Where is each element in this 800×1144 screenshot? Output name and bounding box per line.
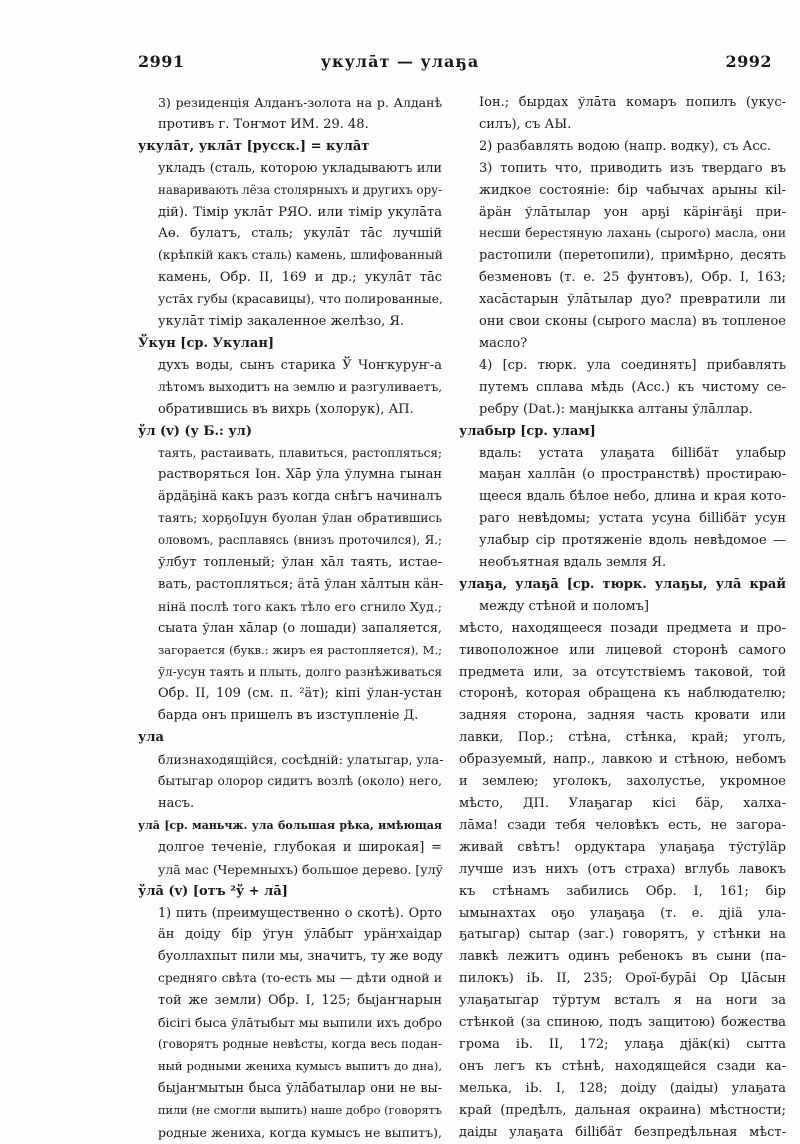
text-line: таять; хорҕоІџун буолан ўлан обратившись <box>158 511 442 526</box>
text-line: предмета или, за отсутствіемъ таковой, той <box>459 664 786 680</box>
text-line: тивоположное или лицевой сторонѣ самого <box>459 642 786 658</box>
left-column <box>138 92 444 1140</box>
text-line: загорается (букв.: жиръ ея растопляется), М.; <box>158 642 442 657</box>
text-line: 3) резиденція Алданъ-золота на р. Алданѣ <box>158 95 442 110</box>
text-line: стѣнкой (за спиною, подъ защитою) божества <box>459 1015 786 1031</box>
text-line: сыата ўлан хāлар (о лошади) запаляется, <box>158 620 442 636</box>
text-line: живай свѣтъ! ордуктара улаҕаҕа тўстўläр <box>459 839 786 855</box>
text-line: таять, растаивать, плавиться, растопляться; <box>158 445 442 460</box>
text-line: оловомъ, расплавясь (внизъ проточился), Я.; <box>158 533 442 548</box>
text-line: насъ. <box>158 796 195 811</box>
text-line: обратившись въ вихрь (холорук), АП. <box>158 401 414 417</box>
text-line: мелька, іЬ. I, 128; доіду (даіды) улаҕата <box>459 1080 786 1096</box>
page-number-right: 2992 <box>725 52 772 71</box>
text-line: буоллахпыт пили мы, значитъ, ту же воду <box>158 949 443 965</box>
text-line: противъ г. Тоҥмот ИМ. 29. 48. <box>158 116 369 132</box>
text-line: бытыгар олорор сидитъ возлѣ (около) него, <box>158 774 442 789</box>
text-line: и землею; уголокъ, захолустье, укромное <box>459 774 786 790</box>
text-line: улаҕатыгар тўртум всталъ я на ноги за <box>459 993 786 1009</box>
text-line: (говорятъ родные невѣсты, когда весь подан- <box>158 1036 442 1051</box>
text-line: укулāт тімір закаленное желѣзо, Я. <box>158 314 405 330</box>
text-line: ўл-усун таять и плыть, долго разнѣживаться <box>158 664 443 679</box>
text-line: они свои сконы (сырого масла) въ топленое <box>479 314 786 330</box>
text-line: Аө. булатъ, сталь; укулāт тāс лучшій <box>158 226 442 242</box>
text-line: 4) [ср. тюрк. ула соединять] прибавлять <box>479 357 786 373</box>
text-line: лавкѣ лежитъ одинъ ребенокъ въ сыни (па- <box>459 949 786 965</box>
text-line: той же земли) Обр. I, 125; быјаҥнарын <box>158 993 442 1009</box>
text-line: несши берестяную лахань (сырого) масла, они <box>479 226 786 241</box>
right-column <box>459 92 786 1140</box>
text-line: средняго свѣта (то-есть мы — дѣти одной и <box>158 971 442 986</box>
text-line: быјаҥмытын быса ўлāбатылар они не вы- <box>158 1080 442 1096</box>
text-line: улабыр сір протяженіе вдоль невѣдомое — <box>479 533 786 549</box>
text-line: между стѣной и поломъ] <box>479 598 649 614</box>
text-line: лавки, Пор.; стѣна, стѣнка, край; уголъ, <box>459 730 786 746</box>
text-line: пилокъ) іЬ. II, 235; Орої-бурāі Ор Џāсын <box>459 971 786 987</box>
text-line: духъ воды, сынъ старика Ў Чоҥкуруҥ-а <box>158 357 442 373</box>
text-line: ребру (Dat.): манјыкка алтаны ўлāллар. <box>479 401 753 417</box>
text-line: мѣсто, находящееся позади предмета и про- <box>459 620 786 636</box>
text-line: улабыр [ср. улам] <box>459 423 596 439</box>
text-line: ўл (v) (у Б.: ул) <box>138 423 252 439</box>
text-line: улā мас (Черемныхъ) большое дерево. [улў <box>158 861 443 877</box>
text-line: образуемый, напр., лавкою и стѣною, небомъ <box>459 752 786 768</box>
text-line: силъ), съ АЫ. <box>479 116 572 132</box>
text-line: барда онъ пришелъ въ изступленіе Д. <box>158 708 419 724</box>
text-line: бісігі быса ўлāтыбыт мы выпили ихъ добро <box>158 1015 443 1031</box>
text-line: масло? <box>479 335 528 351</box>
text-line: ымынахтах оҕо улаҕаҕа (т. е. дјіä ула- <box>459 905 786 921</box>
text-line: маҕан халлāн (о пространствѣ) простираю- <box>479 467 786 483</box>
text-line: нінä послѣ того какъ тѣло его сгнило Худ.; <box>158 598 442 614</box>
text-line: äрдäҕінä какъ разъ когда снѣгъ начиналъ <box>158 489 442 505</box>
text-line: камень, Обр. II, 169 и др.; укулāт тāс <box>158 270 442 286</box>
text-line: задняя сторона, задняя часть кровати или <box>459 708 786 724</box>
text-line: сторонѣ, которая обращена къ наблюдателю; <box>459 686 786 702</box>
text-line: улаҕа, улаҕā [ср. тюрк. улаҕы, улā край <box>459 576 786 592</box>
text-line: ҕатыгар) сытар (заг.) говорятъ, у стѣнки на <box>459 927 786 943</box>
text-line: растопили (перетопили), примѣрно, десять <box>479 248 786 264</box>
text-line: онъ легъ къ стѣнѣ, находящейся сзади ка- <box>459 1058 786 1074</box>
text-line: мѣсто, ДП. Улаҕагар кісі бäр, халха- <box>459 796 786 811</box>
text-line: лāма! сзади тебя человѣкъ есть, не загора- <box>459 817 786 833</box>
text-line: лѣтомъ выходитъ на землю и разгуливаетъ, <box>158 379 443 394</box>
page-number-left: 2991 <box>138 52 185 71</box>
text-line: необъятная вдаль земля Я. <box>479 555 667 571</box>
text-line: Іон.; бырдах ўлāта комаръ попилъ (укус- <box>479 95 786 110</box>
text-line: (крѣпкій какъ сталь) камень, шлифованный <box>158 248 443 263</box>
text-line: Обр. II, 109 (см. п. ²äт); кіпі ўлан-устан <box>158 686 442 702</box>
text-line: даіды улаҕата біllібäт безпредѣльная мѣст- <box>459 1124 786 1140</box>
text-line: Ўкун [ср. Укулан] <box>138 335 275 351</box>
text-line: путемъ сплава мѣдь (Асс.) къ чистому се- <box>479 379 786 395</box>
text-line: ўлā (v) [отъ ²ў + лā] <box>138 883 288 899</box>
text-line: пили (не смогли выпить) наше добро (говорятъ <box>158 1103 442 1117</box>
text-line: улā [ср. маньчж. ула большая рѣка, имѣющая <box>138 818 442 832</box>
text-line: безменовъ (т. е. 25 фунтовъ), Обр. I, 163; <box>479 270 786 286</box>
text-line: хасāстарын ўлāтылар дуо? превратили ли <box>479 292 786 308</box>
text-line: жидкое состояніе: бір чабычах арыны кіl- <box>479 182 786 198</box>
text-line: грома іЬ. II, 172; улаҕа дјäк(кі) сытта <box>459 1036 786 1052</box>
text-line: близнаходящійся, сосѣдній: улатыгар, ула- <box>158 752 444 768</box>
text-line: äрäн ўлāтылар уон арҕі кäріҥäҕі при- <box>479 204 786 220</box>
text-line: укладъ (сталь, которою укладываютъ или <box>158 160 442 176</box>
text-line: ный родными жениха кумысъ выпитъ до дна), <box>158 1058 442 1073</box>
text-line: растворяться Іон. Хāр ўла ўлумна гынан <box>158 467 442 483</box>
text-line: äн доіду бір ўгун ўлāбыт урäҥхаідар <box>158 927 442 943</box>
page-header <box>0 52 800 76</box>
text-line: 2) разбавлять водою (напр. водку), съ Асс. <box>479 138 772 154</box>
text-line: родные жениха, когда кумысъ не выпитъ), <box>158 1124 442 1140</box>
text-line: наваривають лёза столярныхъ и другихъ ору- <box>158 182 442 197</box>
text-line: ўлбут топленый; ўлан хāл таять, истае- <box>158 555 442 571</box>
text-line: укулāт, уклāт [русск.] = кулāт <box>138 138 370 154</box>
text-line: 1) пить (преимущественно о скотѣ). Орто <box>158 905 442 921</box>
text-line: къ стѣнамъ забились Обр. I, 161; бір <box>459 883 786 899</box>
text-line: дій). Тімір уклāт РЯО. или тімір укулāта <box>158 204 442 220</box>
running-title: укулāт — улаҕа <box>320 52 480 71</box>
text-line: вать, растопляться; äтā ўлан хāлтын кäн- <box>158 576 444 592</box>
text-line: щееся вдаль бѣлое небо, длина и края кото- <box>479 489 786 505</box>
text-line: лучше изъ нихъ (отъ страха) вглубь лавокъ <box>459 861 786 877</box>
text-line: долгое теченіе, глубокая и широкая] = <box>158 839 442 855</box>
text-line: устāх губы (красавицы), что полированные, <box>158 292 443 307</box>
text-line: вдаль: устата улаҕата біllібäт улабыр <box>479 445 786 461</box>
text-line: край (предѣлъ, дальная окраина) мѣстности; <box>459 1102 786 1118</box>
text-line: раго невѣдомы; устата усуна біlliбäт усун <box>479 511 786 527</box>
text-line: ула <box>138 730 164 746</box>
text-line: 3) топить что, приводить изъ твердаго въ <box>479 160 786 176</box>
